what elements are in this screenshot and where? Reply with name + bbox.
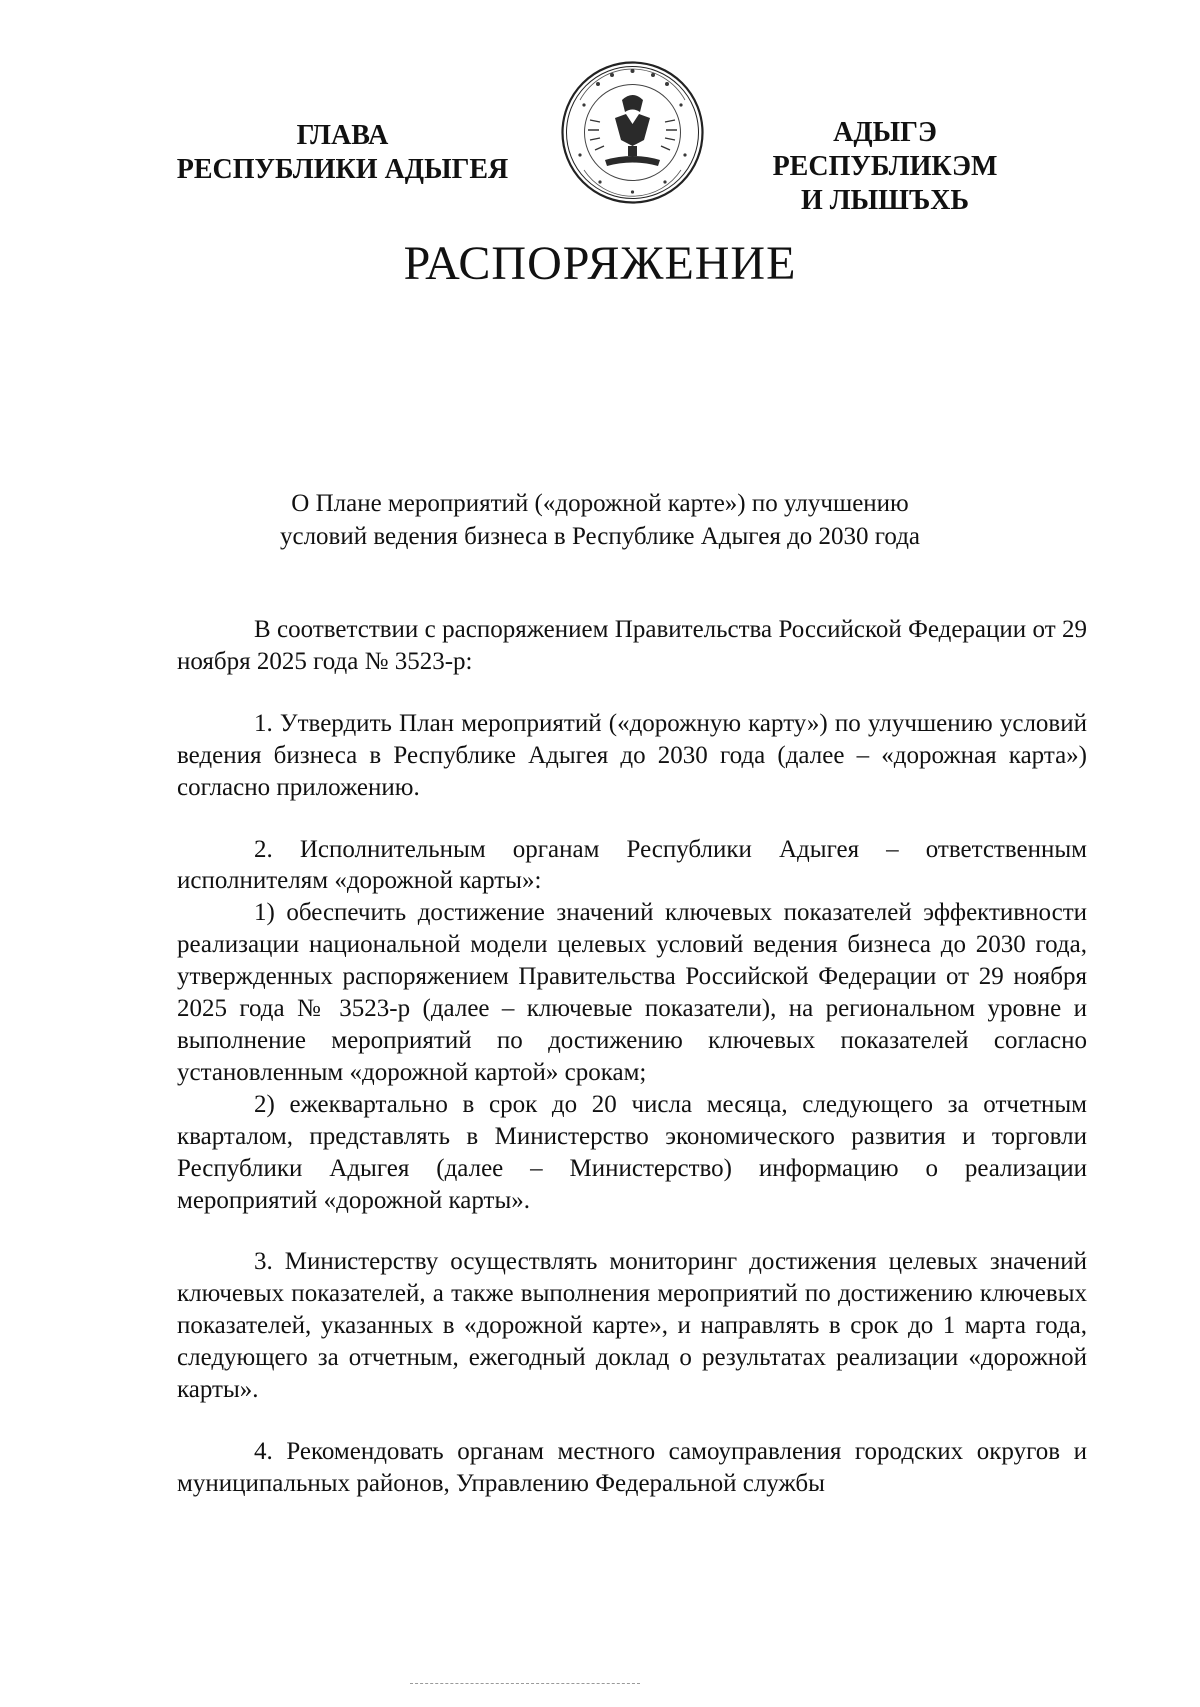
- paragraph-item-3: 3. Министерству осуществлять мониторинг достижения целевых значений ключевых показателей, а также выполнения мероприятий по достижению ключевых показателей, указанных в «дорожной карте», и направлять в срок до 1 марта года, следующего за отчетным, ежегодный доклад о результатах реализации «дорожной карты».: [177, 1248, 1087, 1404]
- paragraph-item-2: 2. Исполнительным органам Республики Адыгея – ответственным исполнителям «дорожной карты»:: [177, 835, 1087, 895]
- document-subject: [0, 487, 1200, 553]
- header-right-authority: [725, 116, 1045, 218]
- paragraph-subitem-2-1: 1) обеспечить достижение значений ключевых показателей эффективности реализации национальной модели целевых условий ведения бизнеса до 2030 года, утвержденных распоряжением Правительства Российской Федерации от 29 ноября 2025 года № 3523-р (далее – ключевые показатели), на региональном уровне и выполнение мероприятий по достижению ключевых показателей согласно установленным «дорожной картой» срокам;: [177, 899, 1087, 1086]
- paragraph-item-1: 1. Утвердить План мероприятий («дорожную карту») по улучшению условий ведения бизнеса в Республике Адыгея до 2030 года (далее – «дорожная карта») согласно приложению.: [177, 709, 1087, 801]
- preamble-paragraph: В соответствии с распоряжением Правительства Российской Федерации от 29 ноября 2025 года № 3523-р:: [177, 616, 1087, 675]
- header-right-line1: АДЫГЭ РЕСПУБЛИКЭМ: [772, 117, 998, 182]
- coat-of-arms-seal-icon: [560, 60, 705, 205]
- header-left-line2: РЕСПУБЛИКИ АДЫГЕЯ: [176, 154, 509, 185]
- scan-artifact-divider: [410, 1683, 640, 1686]
- header-right-line2: И ЛЫШЪХЬ: [800, 185, 970, 216]
- subject-line1: О Плане мероприятий («дорожной карте») по улучшению: [291, 490, 909, 517]
- paragraph-subitem-2-2: 2) ежеквартально в срок до 20 числа месяца, следующего за отчетным кварталом, представлять в Министерство экономического развития и торговли Республики Адыгея (далее – Министерство) информацию о реализации мероприятий «дорожной карты».: [177, 1090, 1087, 1214]
- header-left-line1: ГЛАВА: [296, 120, 389, 151]
- paragraph-item-4: 4. Рекомендовать органам местного самоуправления городских округов и муниципальных районов, Управлению Федеральной службы: [177, 1437, 1087, 1497]
- document-body: [177, 614, 1087, 1500]
- document-type-title: РАСПОРЯЖЕНИЕ: [403, 237, 797, 290]
- subject-line2: условий ведения бизнеса в Республике Адыгея до 2030 года: [279, 523, 921, 550]
- header-left-authority: [170, 119, 515, 187]
